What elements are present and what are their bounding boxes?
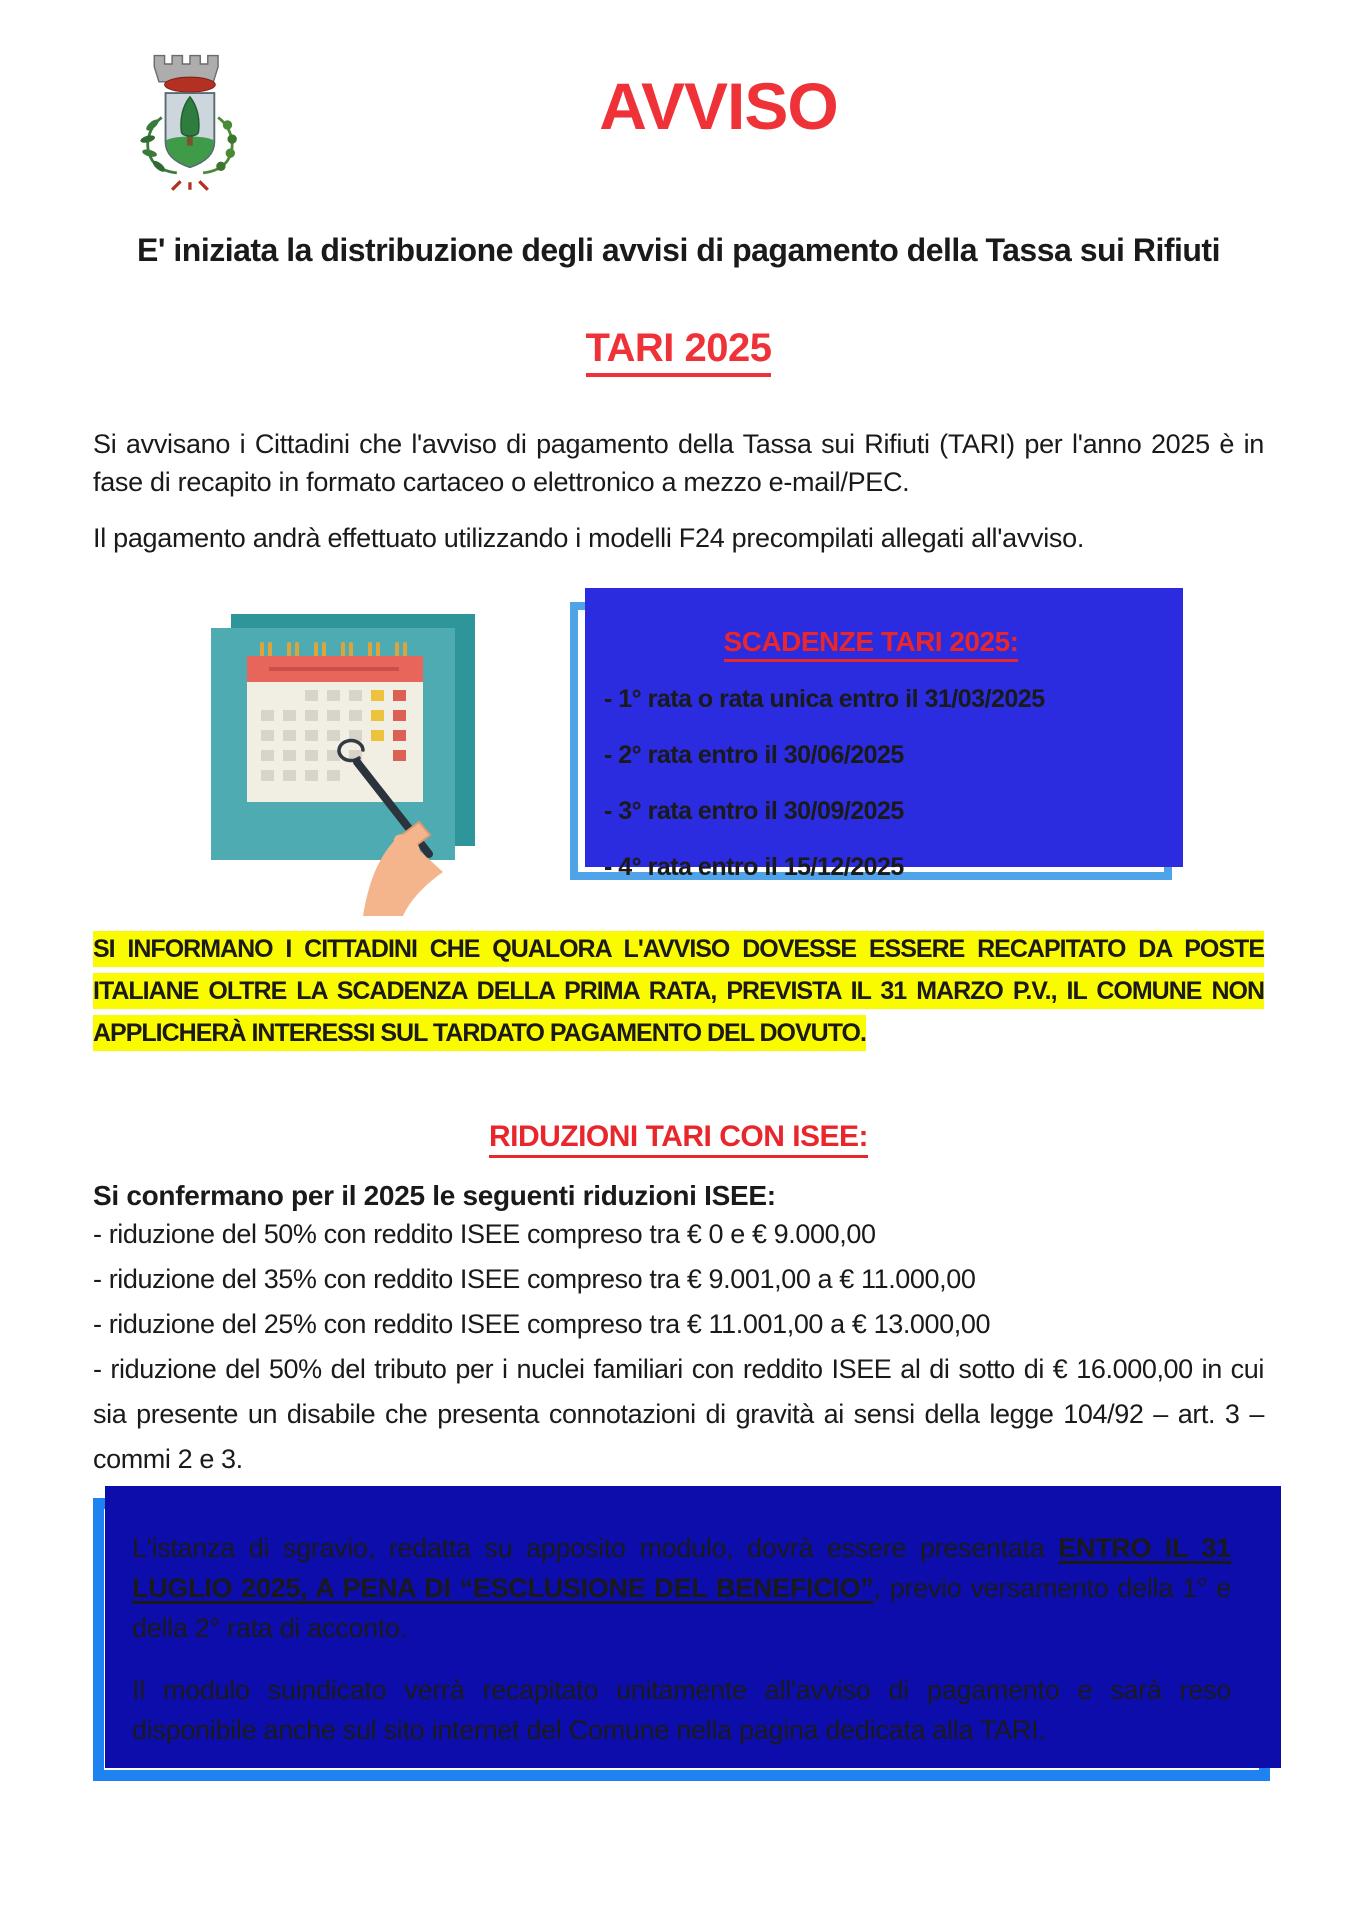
- calendar-illustration: [211, 614, 483, 916]
- istanza-paragraph-2: Il modulo suindicato verrà recapitato unitamente all'avviso di pagamento e sarà reso disponibile anche sul sito internet del Comune nella pagina dedicata alla TARI.: [132, 1675, 1231, 1746]
- riduzioni-intro: Si confermano per il 2025 le seguenti riduzioni ISEE:: [93, 1180, 776, 1212]
- riduzioni-heading: RIDUZIONI TARI CON ISEE:: [93, 1120, 1264, 1154]
- riduzione-item-1: - riduzione del 50% con reddito ISEE compreso tra € 0 e € 9.000,00: [93, 1219, 876, 1250]
- page-subtitle: E' iniziata la distribuzione degli avvisi di pagamento della Tassa sui Rifiuti: [137, 232, 1220, 268]
- late-delivery-warning: SI INFORMANO I CITTADINI CHE QUALORA L'AVVISO DOVESSE ESSERE RECAPITATO DA POSTE ITALIANE OLTRE LA SCADENZA DELLA PRIMA RATA, PREVISTA IL 31 MARZO P.V., IL COMUNE NON APPLICHERÀ INTERESSI SUL TARDATO PAGAMENTO DEL DOVUTO.: [93, 928, 1264, 1054]
- scadenze-heading: SCADENZE TARI 2025:: [604, 626, 1138, 658]
- deadlines-section: [93, 580, 1264, 928]
- istanza-p1-after: , previo versamento della 1° e della 2° rata di acconto.: [132, 1573, 1231, 1644]
- scadenze-item-4: - 4° rata entro il 15/12/2025: [604, 853, 904, 882]
- riduzione-item-3: - riduzione del 25% con reddito ISEE compreso tra € 11.001,00 a € 13.000,00: [93, 1309, 991, 1340]
- scadenze-box: [570, 602, 1172, 880]
- scadenze-item-2: - 2° rata entro il 30/06/2025: [604, 741, 904, 770]
- istanza-paragraph-1: [132, 1529, 1231, 1649]
- intro-paragraph-1: Si avvisano i Cittadini che l'avviso di pagamento della Tassa sui Rifiuti (TARI) per l'anno 2025 è in fase di recapito in formato cartaceo o elettronico a mezzo e-mail/PEC.: [93, 428, 1264, 497]
- tari-heading: TARI 2025: [93, 326, 1264, 371]
- page-title: AVVISO: [599, 69, 838, 143]
- istanza-box: [93, 1498, 1270, 1781]
- riduzione-item-4: - riduzione del 50% del tributo per i nuclei familiari con reddito ISEE al di sotto di € 16.000,00 in cui sia presente un disabile che presenta connotazioni di gravità ai sensi della legge 104/92 – art. 3 – commi 2 e 3.: [93, 1354, 1264, 1475]
- header: [0, 0, 1357, 212]
- intro-paragraph-2: Il pagamento andrà effettuato utilizzando i modelli F24 precompilati allegati all'avviso.: [93, 523, 1085, 554]
- scadenze-item-3: - 3° rata entro il 30/09/2025: [604, 797, 904, 826]
- istanza-p1-deadline: ENTRO IL 31 LUGLIO 2025, A PENA DI “ESCLUSIONE DEL BENEFICIO”: [132, 1533, 1231, 1604]
- scadenze-item-1: - 1° rata o rata unica entro il 31/03/2025: [604, 685, 1045, 714]
- riduzione-item-2: - riduzione del 35% con reddito ISEE compreso tra € 9.001,00 a € 11.000,00: [93, 1264, 976, 1295]
- istanza-p1-before: L'istanza di sgravio, redatta su apposito modulo, dovrà essere presentata: [132, 1533, 1059, 1564]
